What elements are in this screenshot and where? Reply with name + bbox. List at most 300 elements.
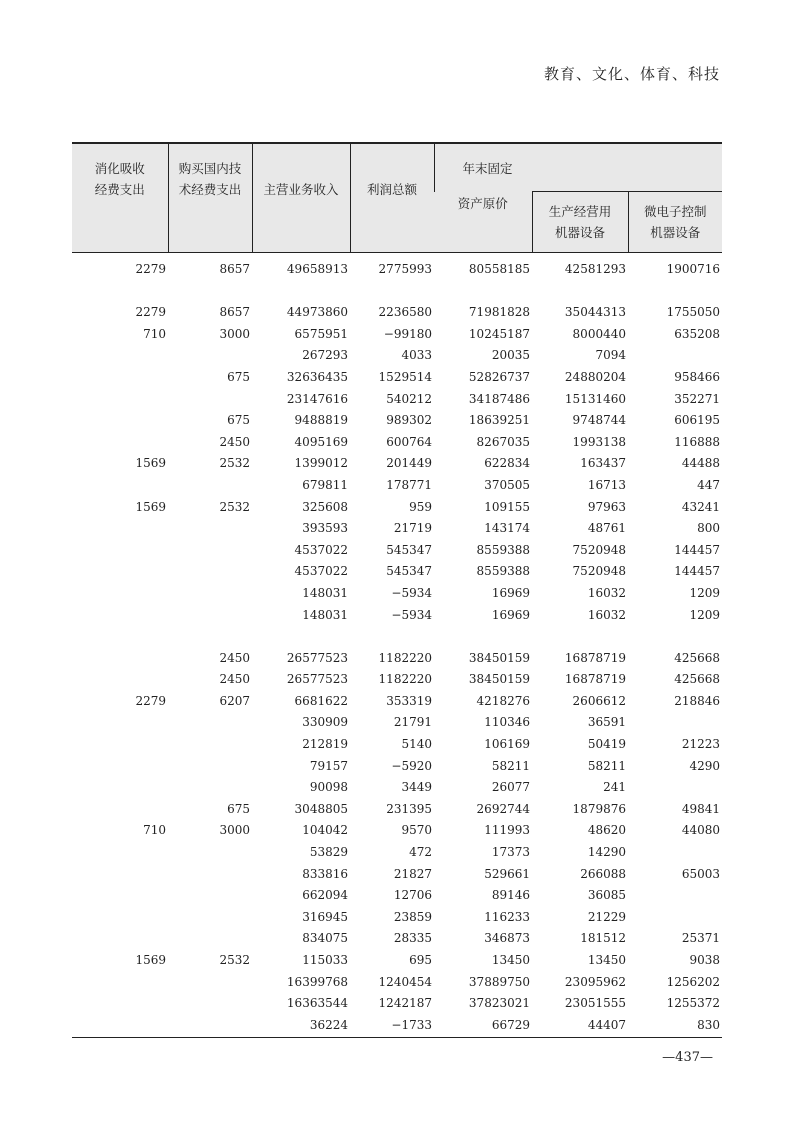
table-header <box>72 143 722 253</box>
table-cell: 218846 <box>674 693 721 708</box>
table-cell: 48761 <box>587 521 626 536</box>
table-row <box>72 561 722 583</box>
table-cell <box>72 993 168 1015</box>
table-row <box>72 648 722 670</box>
table-row <box>72 281 722 303</box>
table-cell: 2450 <box>219 434 250 449</box>
table-cell: 1569 <box>135 953 166 967</box>
table-row <box>72 432 722 454</box>
table-row <box>72 497 722 519</box>
table-cell <box>72 583 168 605</box>
table-cell: 16032 <box>587 585 626 600</box>
table-cell: 148031 <box>302 607 348 622</box>
table-cell: 622834 <box>484 456 530 471</box>
table-cell: 8657 <box>219 262 250 276</box>
table-row <box>72 885 722 907</box>
table-cell: 106169 <box>484 737 530 752</box>
table-body <box>72 253 722 1037</box>
header-fixed-assets <box>434 143 722 192</box>
table-cell: 600764 <box>386 434 432 449</box>
table-cell: 231395 <box>386 801 432 816</box>
table-cell <box>168 345 252 367</box>
table-cell: 16713 <box>587 477 626 492</box>
table-cell: 370505 <box>484 477 530 492</box>
table-cell: 8000440 <box>572 326 626 341</box>
table-cell <box>72 475 168 497</box>
table-cell: 44080 <box>681 823 721 838</box>
table-cell: 2692744 <box>476 801 530 816</box>
table-row <box>72 712 722 734</box>
table-cell: 28335 <box>393 931 432 946</box>
table-cell: 144457 <box>674 542 721 557</box>
table-cell: 16363544 <box>286 996 348 1011</box>
table-cell: 958466 <box>674 369 721 384</box>
table-cell: 16878719 <box>564 650 626 665</box>
table-cell <box>628 907 722 929</box>
table-cell <box>72 669 168 691</box>
table-row <box>72 583 722 605</box>
table-cell <box>168 1015 252 1037</box>
table-cell <box>628 281 722 303</box>
table-cell: 529661 <box>484 866 530 881</box>
table-cell <box>168 712 252 734</box>
table-cell <box>168 626 252 648</box>
table-cell: 3449 <box>401 780 432 795</box>
header-total-profit <box>350 143 434 253</box>
table-cell: 71981828 <box>468 305 530 320</box>
table-cell: 7094 <box>595 348 626 363</box>
table-row <box>72 864 722 886</box>
table-cell: 104042 <box>302 823 348 838</box>
table-row <box>72 734 722 756</box>
table-cell <box>168 842 252 864</box>
table-row <box>72 993 722 1015</box>
table-cell: 3000 <box>219 823 250 838</box>
table-cell: 1255372 <box>666 996 721 1011</box>
table-cell <box>252 626 350 648</box>
header-line: 资产原价 <box>457 195 508 211</box>
header-production-machinery <box>532 192 628 253</box>
table-cell: 710 <box>143 326 166 341</box>
table-cell: 662094 <box>302 888 348 903</box>
table-cell <box>72 432 168 454</box>
table-cell: 13450 <box>491 953 530 967</box>
table-cell: 38450159 <box>468 672 530 687</box>
table-cell: 24880204 <box>564 369 626 384</box>
statistics-table-wrapper <box>72 142 722 1036</box>
table-cell <box>532 281 628 303</box>
table-cell: 1569 <box>135 456 166 471</box>
table-cell: 13450 <box>587 953 626 967</box>
table-cell: 2532 <box>219 456 250 471</box>
table-cell <box>72 345 168 367</box>
table-cell: 37823021 <box>468 996 530 1011</box>
table-cell: 23859 <box>393 909 432 924</box>
table-cell: 8657 <box>219 305 250 320</box>
table-cell: 1182220 <box>378 650 432 665</box>
table-cell: 267293 <box>302 348 348 363</box>
table-row <box>72 410 722 432</box>
table-cell <box>72 712 168 734</box>
table-cell: 545347 <box>386 564 432 579</box>
table-cell: 109155 <box>484 499 530 514</box>
table-cell: 1399012 <box>294 456 348 471</box>
table-cell <box>72 972 168 994</box>
table-cell <box>72 518 168 540</box>
table-cell <box>168 864 252 886</box>
table-cell: 800 <box>697 521 721 536</box>
table-cell: 16399768 <box>286 974 348 989</box>
table-row <box>72 605 722 627</box>
table-cell <box>628 712 722 734</box>
table-cell: 2450 <box>219 650 250 665</box>
table-cell <box>168 605 252 627</box>
table-row <box>72 626 722 648</box>
table-cell: 148031 <box>302 585 348 600</box>
table-row <box>72 540 722 562</box>
table-cell <box>168 281 252 303</box>
table-cell <box>168 389 252 411</box>
table-cell <box>252 281 350 303</box>
header-line: 微电子控制 <box>644 204 707 219</box>
table-cell <box>72 367 168 389</box>
table-cell: 18639251 <box>468 413 530 428</box>
table-cell: 833816 <box>302 866 348 881</box>
table-cell: 545347 <box>386 542 432 557</box>
table-cell: 8559388 <box>476 564 530 579</box>
table-cell <box>168 907 252 929</box>
page-number: —437— <box>662 1050 713 1065</box>
table-cell: 9570 <box>401 823 432 838</box>
table-cell: 1240454 <box>378 974 432 989</box>
table-cell <box>628 345 722 367</box>
table-cell: 9488819 <box>294 413 348 428</box>
table-cell: 989302 <box>386 413 432 428</box>
table-row <box>72 453 722 475</box>
table-cell: 7520948 <box>572 564 626 579</box>
table-row <box>72 972 722 994</box>
header-line: 利润总额 <box>366 182 417 197</box>
header-digestion-absorption-expenditure <box>72 143 168 253</box>
table-cell: 144457 <box>674 564 721 579</box>
header-line: 术经费支出 <box>178 182 242 197</box>
table-cell: 2236580 <box>378 305 432 320</box>
table-cell: 201449 <box>386 456 432 471</box>
table-cell <box>628 842 722 864</box>
header-line: 购买国内技 <box>178 161 242 176</box>
table-cell <box>72 777 168 799</box>
table-cell <box>168 777 252 799</box>
table-cell: 2532 <box>219 953 250 967</box>
table-cell <box>168 972 252 994</box>
table-cell: 52826737 <box>468 369 530 384</box>
table-cell: 17373 <box>491 845 530 860</box>
table-cell: 425668 <box>674 650 721 665</box>
table-row <box>72 777 722 799</box>
table-cell: 606195 <box>674 413 721 428</box>
table-cell: 58211 <box>491 758 530 773</box>
table-cell: −99180 <box>383 326 432 341</box>
table-cell <box>532 626 628 648</box>
table-cell <box>628 626 722 648</box>
table-cell: 111993 <box>484 823 530 838</box>
table-cell: 330909 <box>302 715 348 730</box>
header-microelectronic-machinery <box>628 192 722 253</box>
bottom-rule <box>72 1037 722 1038</box>
table-cell <box>72 648 168 670</box>
table-cell: 116233 <box>484 909 530 924</box>
table-cell: −5934 <box>391 607 432 622</box>
header-line: 机器设备 <box>554 225 605 240</box>
table-cell: 42581293 <box>564 262 626 276</box>
table-cell: 2279 <box>135 262 166 276</box>
table-cell: 36224 <box>309 1017 348 1032</box>
table-cell: 1900716 <box>666 262 721 276</box>
table-cell: 143174 <box>484 521 530 536</box>
table-cell: 4537022 <box>294 564 348 579</box>
table-cell: 266088 <box>580 866 626 881</box>
table-cell: 325608 <box>302 499 348 514</box>
table-cell <box>434 281 532 303</box>
table-cell: 675 <box>227 413 250 428</box>
table-cell <box>72 885 168 907</box>
table-cell: 675 <box>227 801 250 816</box>
table-cell <box>350 281 434 303</box>
table-cell: 178771 <box>386 477 432 492</box>
table-cell <box>72 626 168 648</box>
header-line: 年末固定 <box>462 161 513 176</box>
statistics-table <box>72 142 722 1036</box>
table-row <box>72 475 722 497</box>
table-cell: 21229 <box>587 909 626 924</box>
table-cell: 2606612 <box>572 693 626 708</box>
table-cell: 8267035 <box>476 434 530 449</box>
table-cell: 316945 <box>302 909 348 924</box>
table-cell: 6575951 <box>294 326 348 341</box>
table-cell: 89146 <box>491 888 530 903</box>
table-cell: 4095169 <box>294 434 348 449</box>
table-cell: 80558185 <box>468 262 530 276</box>
table-cell: 212819 <box>302 737 348 752</box>
table-cell <box>72 907 168 929</box>
table-cell: 352271 <box>674 391 721 406</box>
header-main-business-revenue <box>252 143 350 253</box>
table-cell <box>72 928 168 950</box>
table-cell: 635208 <box>674 326 721 341</box>
table-cell: 26077 <box>491 780 530 795</box>
header-year-end-fixed-assets <box>434 192 532 253</box>
table-cell: 21223 <box>681 737 721 752</box>
table-cell <box>168 756 252 778</box>
table-cell: 36591 <box>587 715 626 730</box>
table-cell: 241 <box>603 780 626 795</box>
table-cell: 48620 <box>587 823 626 838</box>
table-cell: 116888 <box>674 434 721 449</box>
table-cell: 79157 <box>309 758 348 773</box>
table-cell: 1182220 <box>378 672 432 687</box>
table-cell: 447 <box>697 477 721 492</box>
table-cell: 90098 <box>309 780 348 795</box>
table-cell: 32636435 <box>286 369 348 384</box>
table-cell <box>72 799 168 821</box>
table-cell: 115033 <box>302 953 348 967</box>
table-cell <box>72 734 168 756</box>
table-cell: 163437 <box>580 456 626 471</box>
table-cell <box>72 864 168 886</box>
table-cell: 21719 <box>393 521 432 536</box>
table-cell: 1569 <box>135 499 166 514</box>
table-cell: 346873 <box>484 931 530 946</box>
table-cell: 425668 <box>674 672 721 687</box>
table-cell: 97963 <box>587 499 626 514</box>
table-cell: 49658913 <box>286 262 348 276</box>
header-line: 消化吸收 <box>94 161 145 176</box>
table-cell: 181512 <box>580 931 626 946</box>
table-cell: 1209 <box>689 585 721 600</box>
table-row <box>72 928 722 950</box>
table-cell: 66729 <box>491 1017 530 1032</box>
table-cell: 35044313 <box>564 305 626 320</box>
table-row <box>72 389 722 411</box>
table-cell: 16969 <box>491 607 530 622</box>
table-cell: 23147616 <box>286 391 348 406</box>
table-cell <box>168 518 252 540</box>
table-cell: 695 <box>409 953 432 967</box>
table-row <box>72 799 722 821</box>
table-row <box>72 1015 722 1037</box>
header-line: 经费支出 <box>94 182 145 197</box>
table-cell <box>168 583 252 605</box>
table-cell: 6681622 <box>294 693 348 708</box>
table-cell: 830 <box>697 1017 721 1032</box>
header-line: 生产经营用 <box>548 204 612 219</box>
table-cell: 36085 <box>587 888 626 903</box>
table-cell <box>628 777 722 799</box>
table-cell <box>72 281 168 303</box>
table-cell: 14290 <box>587 845 626 860</box>
table-cell: 21827 <box>393 866 432 881</box>
table-cell <box>168 928 252 950</box>
table-cell <box>168 475 252 497</box>
table-cell <box>72 389 168 411</box>
table-cell: 8559388 <box>476 542 530 557</box>
table-cell: 37889750 <box>468 974 530 989</box>
table-cell <box>350 626 434 648</box>
table-row <box>72 345 722 367</box>
table-cell <box>168 993 252 1015</box>
table-cell: 44488 <box>681 456 721 471</box>
header-line: 机器设备 <box>650 225 701 240</box>
table-cell: 3048805 <box>294 801 348 816</box>
table-cell: 16032 <box>587 607 626 622</box>
table-cell: 23095962 <box>564 974 626 989</box>
table-row <box>72 302 722 324</box>
table-row <box>72 367 722 389</box>
header-domestic-tech-purchase <box>168 143 252 253</box>
table-cell <box>168 885 252 907</box>
table-cell: 1256202 <box>666 974 721 989</box>
table-cell: 23051555 <box>564 996 626 1011</box>
table-cell <box>168 561 252 583</box>
table-row <box>72 842 722 864</box>
table-cell: 959 <box>409 499 432 514</box>
table-cell <box>72 561 168 583</box>
table-cell: 4537022 <box>294 542 348 557</box>
table-cell: 1879876 <box>572 801 626 816</box>
table-cell: −5934 <box>391 585 432 600</box>
table-row <box>72 324 722 346</box>
table-row <box>72 756 722 778</box>
table-cell <box>72 842 168 864</box>
table-cell: 2775993 <box>378 262 432 276</box>
table-cell: 53829 <box>309 845 348 860</box>
table-cell: 2279 <box>135 305 166 320</box>
table-row <box>72 907 722 929</box>
table-cell: 10245187 <box>468 326 530 341</box>
table-cell: 2450 <box>219 672 250 687</box>
table-cell: 16969 <box>491 585 530 600</box>
table-cell: 44407 <box>587 1017 626 1032</box>
table-cell: 5140 <box>401 737 432 752</box>
table-cell: 58211 <box>587 758 626 773</box>
table-cell: 12706 <box>393 888 432 903</box>
table-cell: 6207 <box>219 693 250 708</box>
table-cell <box>72 540 168 562</box>
table-cell: 26577523 <box>286 650 348 665</box>
table-cell: 20035 <box>491 348 530 363</box>
table-cell: 9748744 <box>572 413 626 428</box>
table-cell: −5920 <box>391 758 432 773</box>
table-row <box>72 820 722 842</box>
table-cell: 1209 <box>689 607 721 622</box>
table-cell: 710 <box>143 823 166 838</box>
header-line: 主营业务收入 <box>263 182 339 197</box>
table-cell <box>72 410 168 432</box>
table-cell: 675 <box>227 369 250 384</box>
table-cell: 50419 <box>587 737 626 752</box>
table-cell: 44973860 <box>286 305 348 320</box>
table-cell: −1733 <box>391 1017 432 1032</box>
table-cell: 7520948 <box>572 542 626 557</box>
table-row <box>72 518 722 540</box>
table-cell: 4218276 <box>476 693 530 708</box>
table-cell: 2532 <box>219 499 250 514</box>
table-cell: 38450159 <box>468 650 530 665</box>
table-row <box>72 691 722 713</box>
table-cell: 1529514 <box>378 369 432 384</box>
table-row <box>72 253 722 281</box>
table-cell: 65003 <box>681 866 721 881</box>
table-cell: 43241 <box>681 499 721 514</box>
table-cell: 393593 <box>302 521 348 536</box>
table-cell: 21791 <box>393 715 432 730</box>
running-head: 教育、文化、体育、科技 <box>543 65 720 83</box>
table-cell: 540212 <box>386 391 432 406</box>
table-cell: 49841 <box>681 801 721 816</box>
table-cell: 9038 <box>689 953 721 967</box>
table-cell: 26577523 <box>286 672 348 687</box>
table-row <box>72 950 722 972</box>
table-cell: 4033 <box>401 348 432 363</box>
table-cell: 3000 <box>219 326 250 341</box>
table-cell <box>434 626 532 648</box>
table-cell: 1993138 <box>572 434 626 449</box>
table-row <box>72 669 722 691</box>
table-cell: 2279 <box>135 693 166 708</box>
table-cell <box>72 756 168 778</box>
table-cell <box>168 734 252 756</box>
table-cell <box>628 885 722 907</box>
